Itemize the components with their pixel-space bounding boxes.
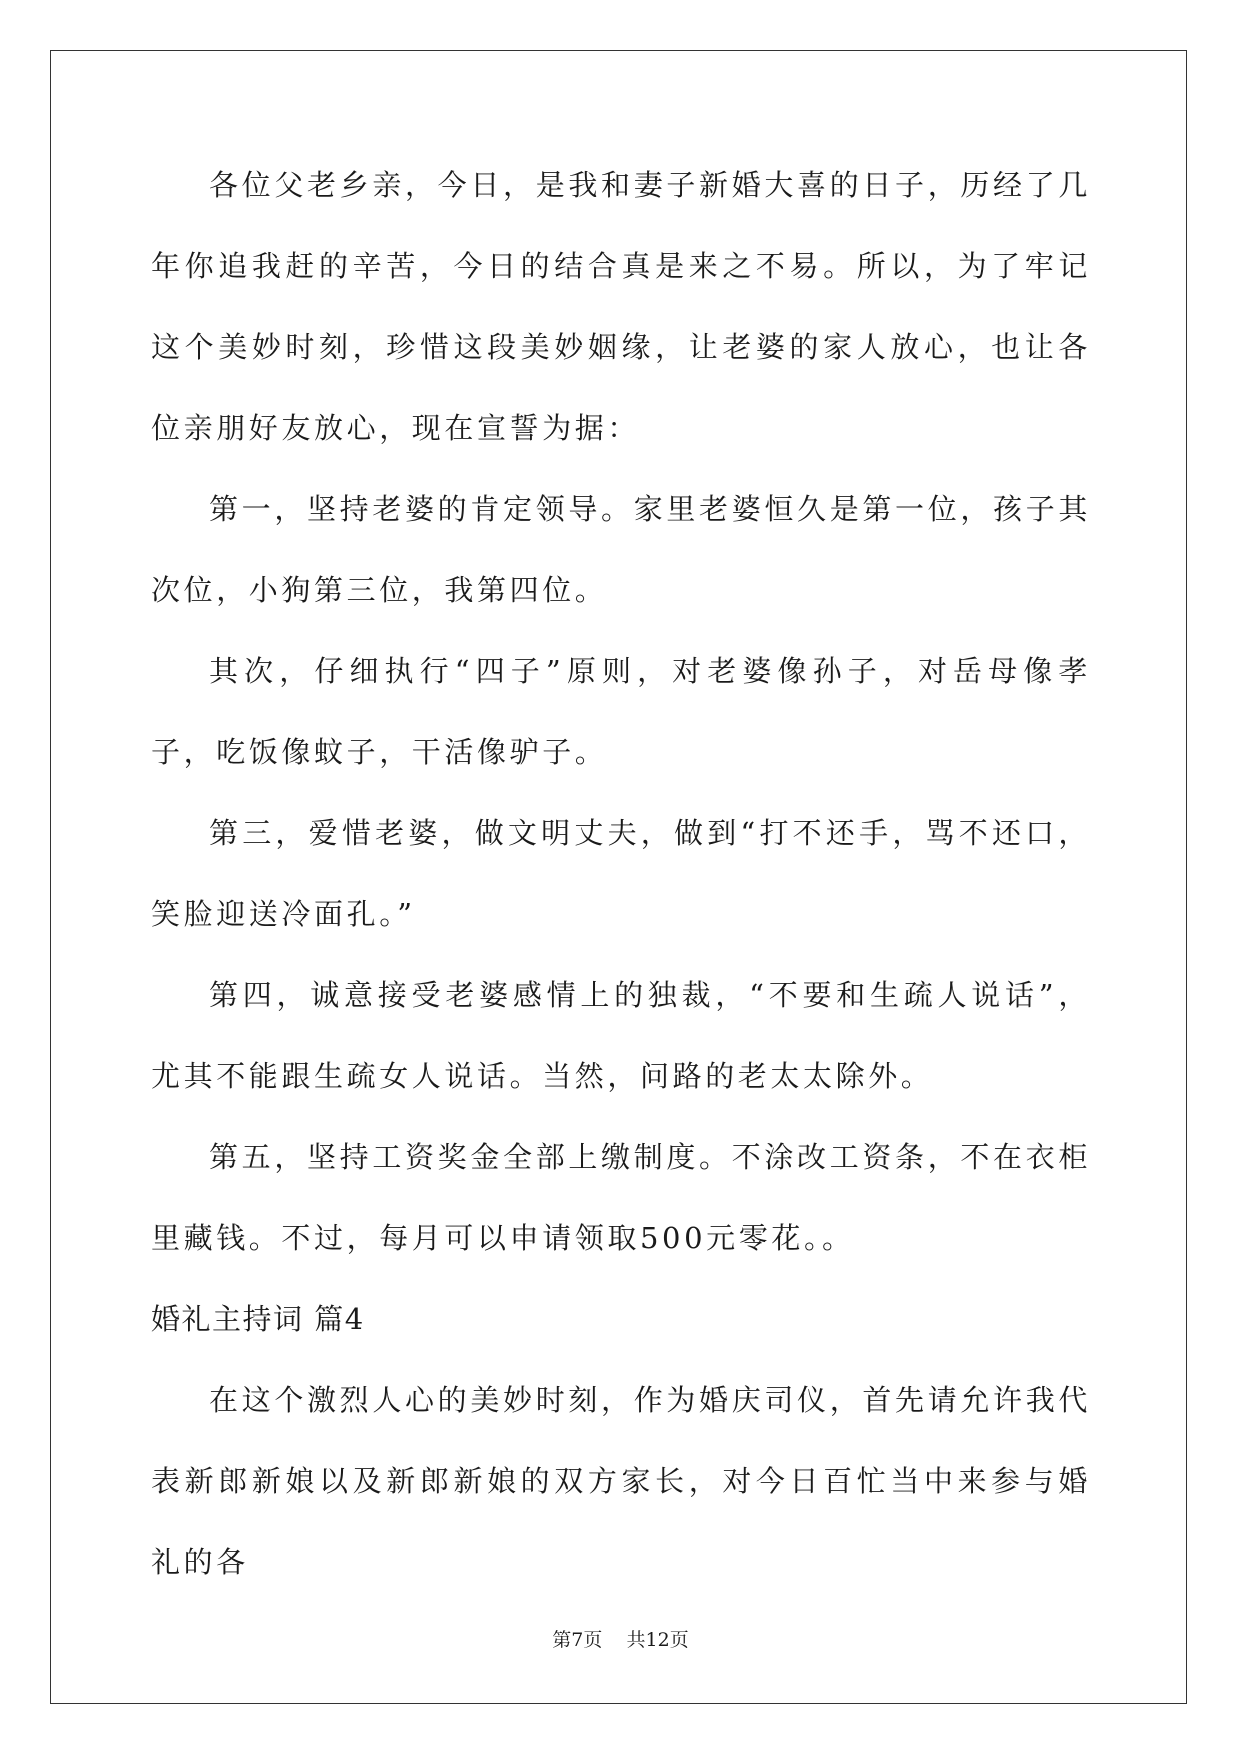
section-heading: 婚礼主持词 篇4 (151, 1302, 365, 1336)
paragraph-vow-5: 第五，坚持工资奖金全部上缴制度。不涂改工资条，不在衣柜里藏钱。不过，每月可以申请领取500元零花。。 (151, 1140, 1091, 1255)
paragraph-vow-1: 第一，坚持老婆的肯定领导。家里老婆恒久是第一位，孩子其次位，小狗第三位，我第四位。 (151, 492, 1091, 607)
paragraph-section-opening: 在这个激烈人心的美妙时刻，作为婚庆司仪，首先请允许我代表新郎新娘以及新郎新娘的双方家长，对今日百忙当中来参与婚礼的各 (151, 1383, 1091, 1579)
paragraph-vow-2: 其次，仔细执行“四子”原则，对老婆像孙子，对岳母像孝子，吃饭像蚊子，干活像驴子。 (151, 654, 1091, 769)
document-body (151, 145, 1091, 1603)
paragraph-vow-3: 第三，爱惜老婆，做文明丈夫，做到“打不还手，骂不还口，笑脸迎送冷面孔。” (151, 816, 1091, 931)
paragraph-vow-4: 第四，诚意接受老婆感情上的独裁，“不要和生疏人说话”，尤其不能跟生疏女人说话。当然，问路的老太太除外。 (151, 978, 1091, 1093)
page-number: 第7页 (552, 1629, 603, 1651)
paragraph-intro: 各位父老乡亲，今日，是我和妻子新婚大喜的日子，历经了几年你追我赶的辛苦，今日的结合真是来之不易。所以，为了牢记这个美妙时刻，珍惜这段美妙姻缘，让老婆的家人放心，也让各位亲朋好友放心，现在宣誓为据： (151, 168, 1091, 445)
page-total: 共12页 (626, 1629, 689, 1651)
page-footer (0, 1628, 1241, 1652)
